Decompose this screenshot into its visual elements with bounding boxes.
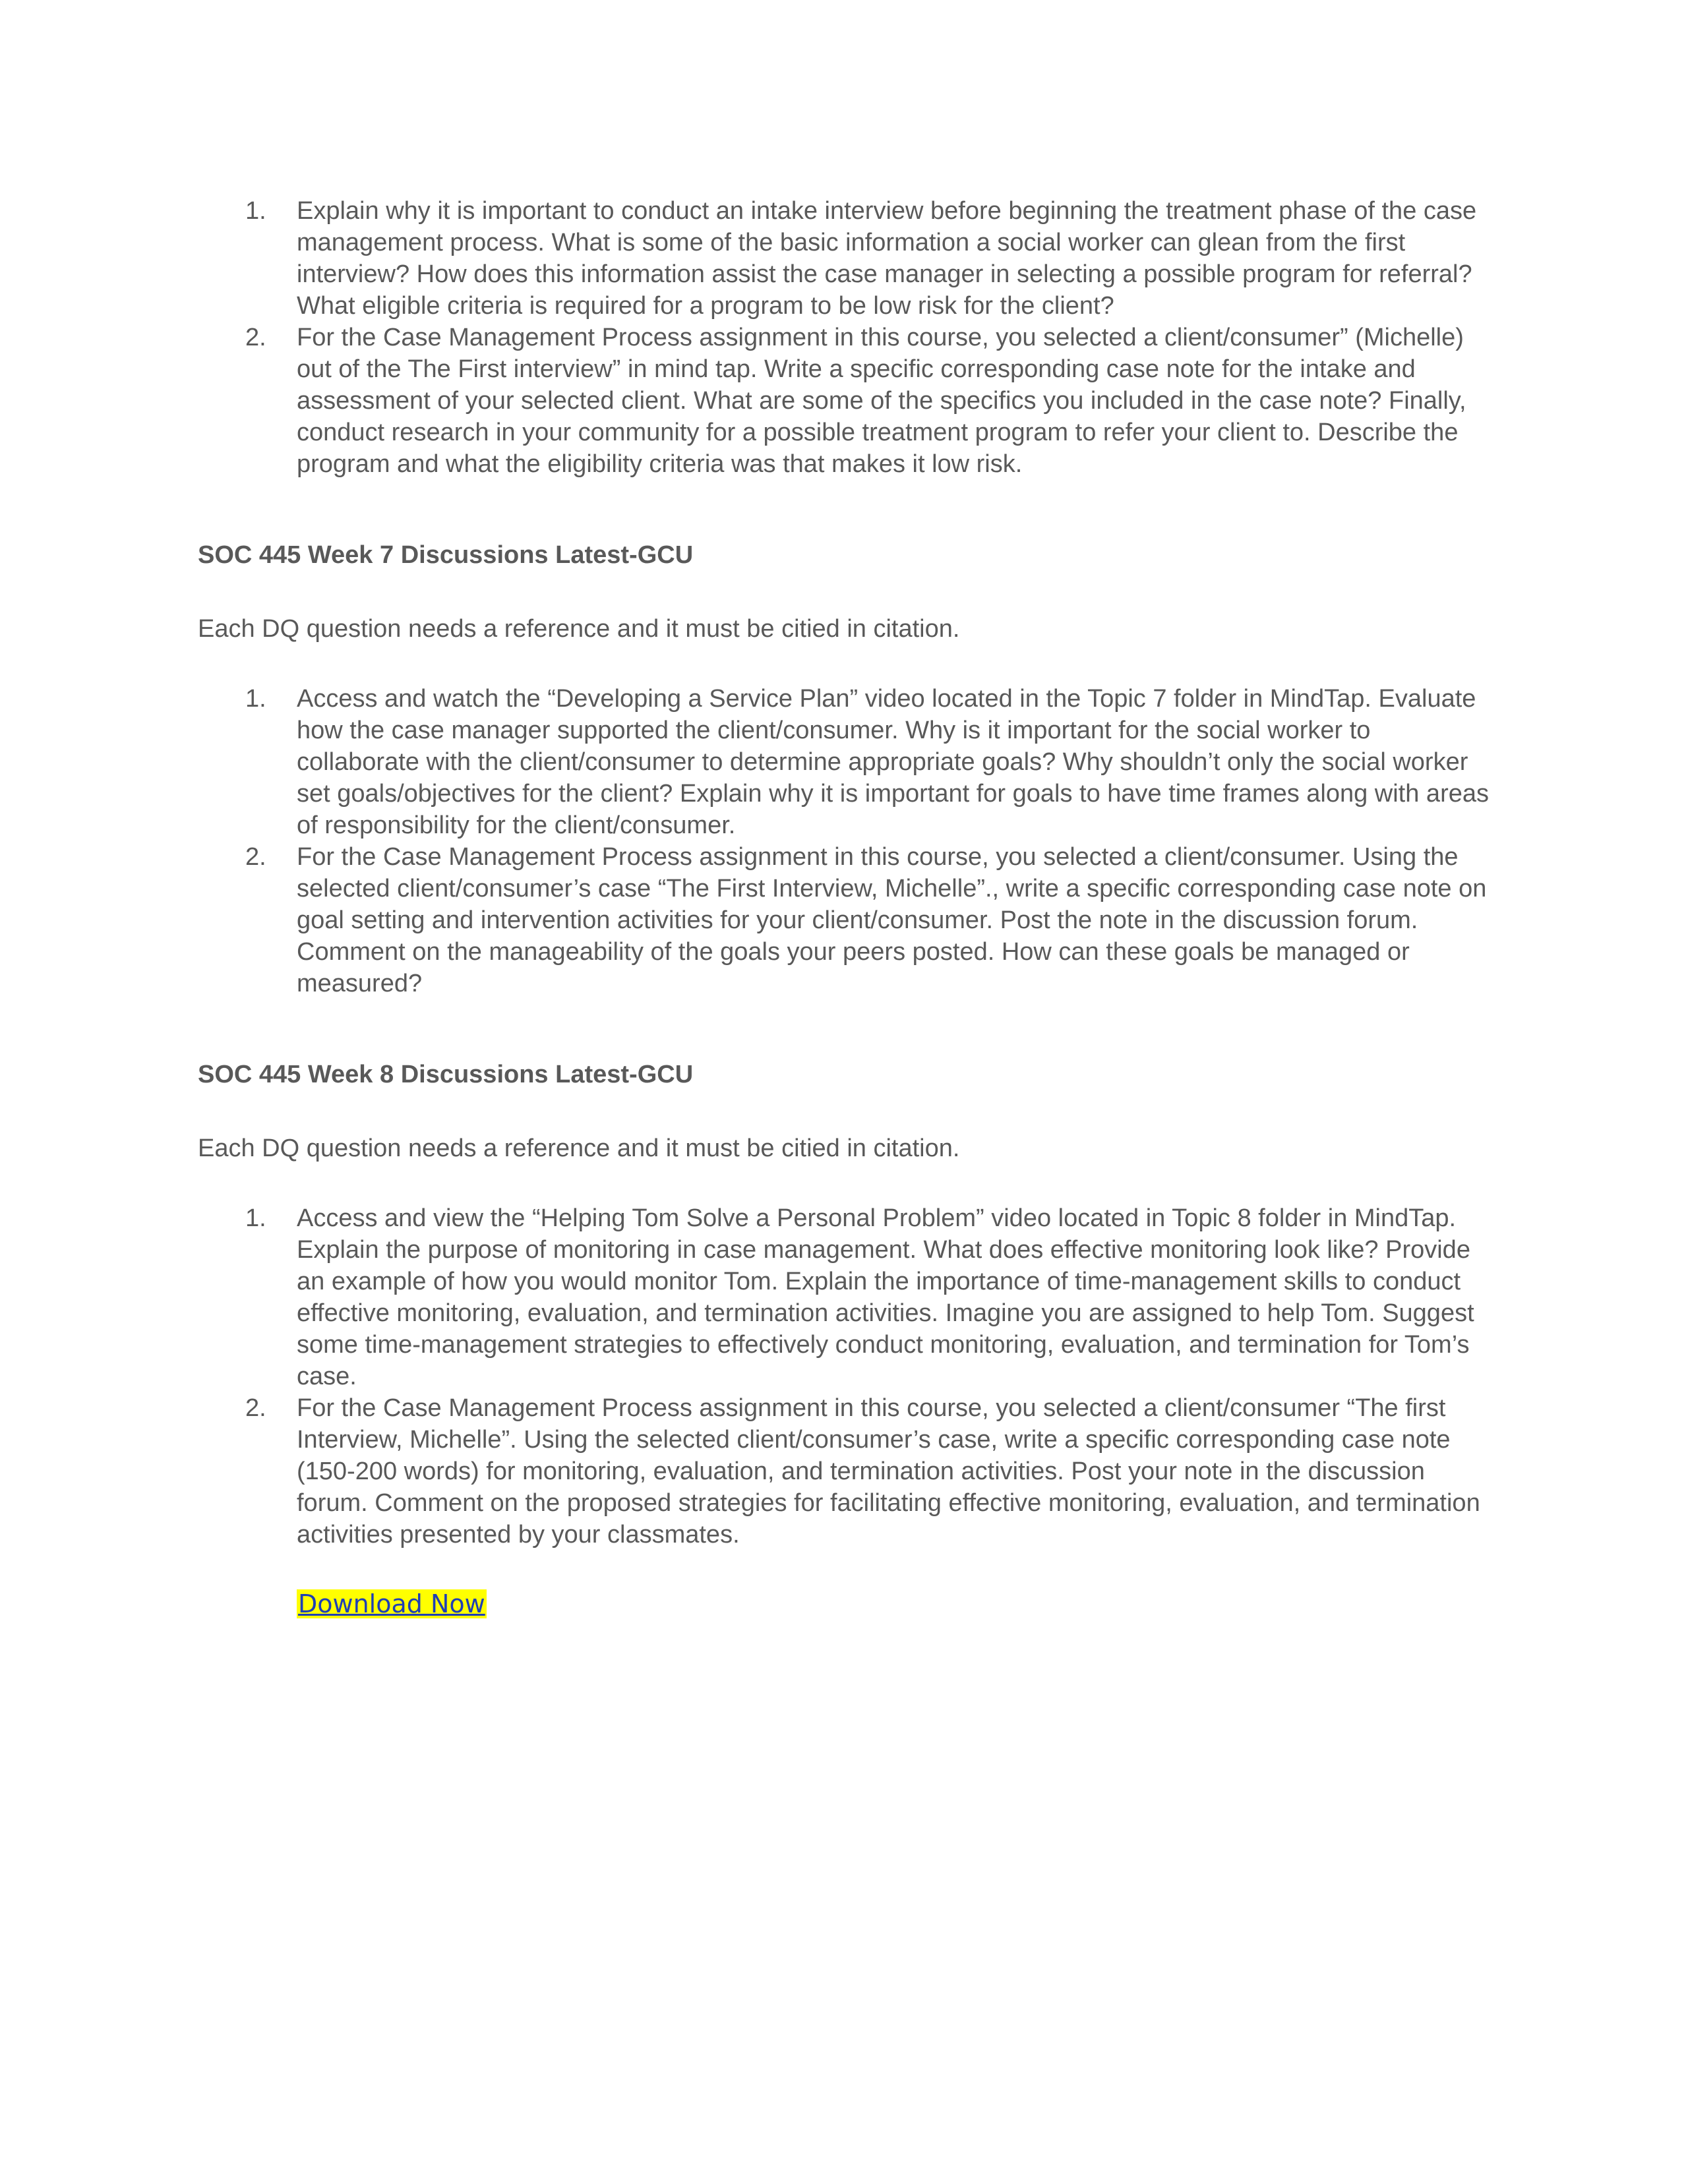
spacer [198, 1090, 1490, 1133]
download-now-link[interactable]: Download Now [298, 1589, 485, 1618]
week7-intro: Each DQ question needs a reference and it must be citied in citation. [198, 615, 960, 643]
list-item [198, 1392, 1490, 1550]
week7-question-list [198, 683, 1490, 999]
week6-question-list [198, 195, 1490, 480]
list-item-text: For the Case Management Process assignment in this course, you selected a client/consumer “The first Interview, Michelle”. Using the selected client/consumer’s case, write a specific corresponding case note (150-200 words) for monitoring, evaluation, and termination activities. Post your note in the discussion forum. Comment on the proposed strategies for facilitating effective monitoring, evaluation, and termination activities presented by your classmates. [297, 1394, 1480, 1549]
list-item-text: For the Case Management Process assignment in this course, you selected a client/consumer” (Michelle) out of the The First interview” in mind tap. Write a specific corresponding case note for the intake and assessment of your selected client. What are some of the specifics you included in the case note? Finally, conduct research in your community for a possible treatment program to refer your client to. Describe the program and what the eligibility criteria was that makes it low risk. [297, 324, 1466, 478]
week8-question-list [198, 1202, 1490, 1550]
week8-intro: Each DQ question needs a reference and it must be citied in citation. [198, 1135, 960, 1162]
list-item-number: 2. [245, 1394, 266, 1422]
list-item-number: 1. [245, 1204, 266, 1232]
list-item-number: 2. [245, 843, 266, 871]
list-item [198, 841, 1490, 999]
spacer [198, 999, 1490, 1059]
week7-heading: SOC 445 Week 7 Discussions Latest-GCU [198, 541, 694, 569]
list-item [198, 322, 1490, 480]
week8-heading: SOC 445 Week 8 Discussions Latest-GCU [198, 1061, 694, 1088]
list-item-text: For the Case Management Process assignment in this course, you selected a client/consumer. Using the selected client/consumer’s case “The First Interview, Michelle”., write a specific corresponding case note on goal setting and intervention activities for your client/consumer. Post the note in the discussion forum. Comment on the manageability of the goals your peers posted. How can these goals be managed or measured? [297, 843, 1487, 997]
list-item-text: Access and view the “Helping Tom Solve a Personal Problem” video located in Topic 8 folder in MindTap. Explain the purpose of monitoring in case management. What does effective monitoring look like? Provide an example of how you would monitor Tom. Explain the importance of time-management skills to conduct effective monitoring, evaluation, and termination activities. Imagine you are assigned to help Tom. Suggest some time-management strategies to effectively conduct monitoring, evaluation, and termination for Tom’s case. [297, 1204, 1474, 1390]
spacer [198, 571, 1490, 613]
list-item-text: Explain why it is important to conduct an intake interview before beginning the treatment phase of the case management process. What is some of the basic information a social worker can glean from the first interview? How does this information assist the case manager in selecting a possible program for referral? What eligible criteria is required for a program to be low risk for the client? [297, 197, 1477, 320]
list-item [198, 683, 1490, 841]
list-item-number: 2. [245, 324, 266, 351]
list-item [198, 1202, 1490, 1392]
spacer [198, 645, 1490, 683]
list-item [198, 195, 1490, 322]
list-item-number: 1. [245, 197, 266, 225]
download-container [198, 1587, 1490, 1620]
list-item-text: Access and watch the “Developing a Service Plan” video located in the Topic 7 folder in MindTap. Evaluate how the case manager supported the client/consumer. Why is it important for the social worker to collaborate with the client/consumer to determine appropriate goals? Why shouldn’t only the social worker set goals/objectives for the client? Explain why it is important for goals to have time frames along with areas of responsibility for the client/consumer. [297, 685, 1489, 839]
list-item-number: 1. [245, 685, 266, 713]
spacer [198, 1164, 1490, 1202]
spacer [198, 480, 1490, 539]
document-content [198, 195, 1490, 1620]
